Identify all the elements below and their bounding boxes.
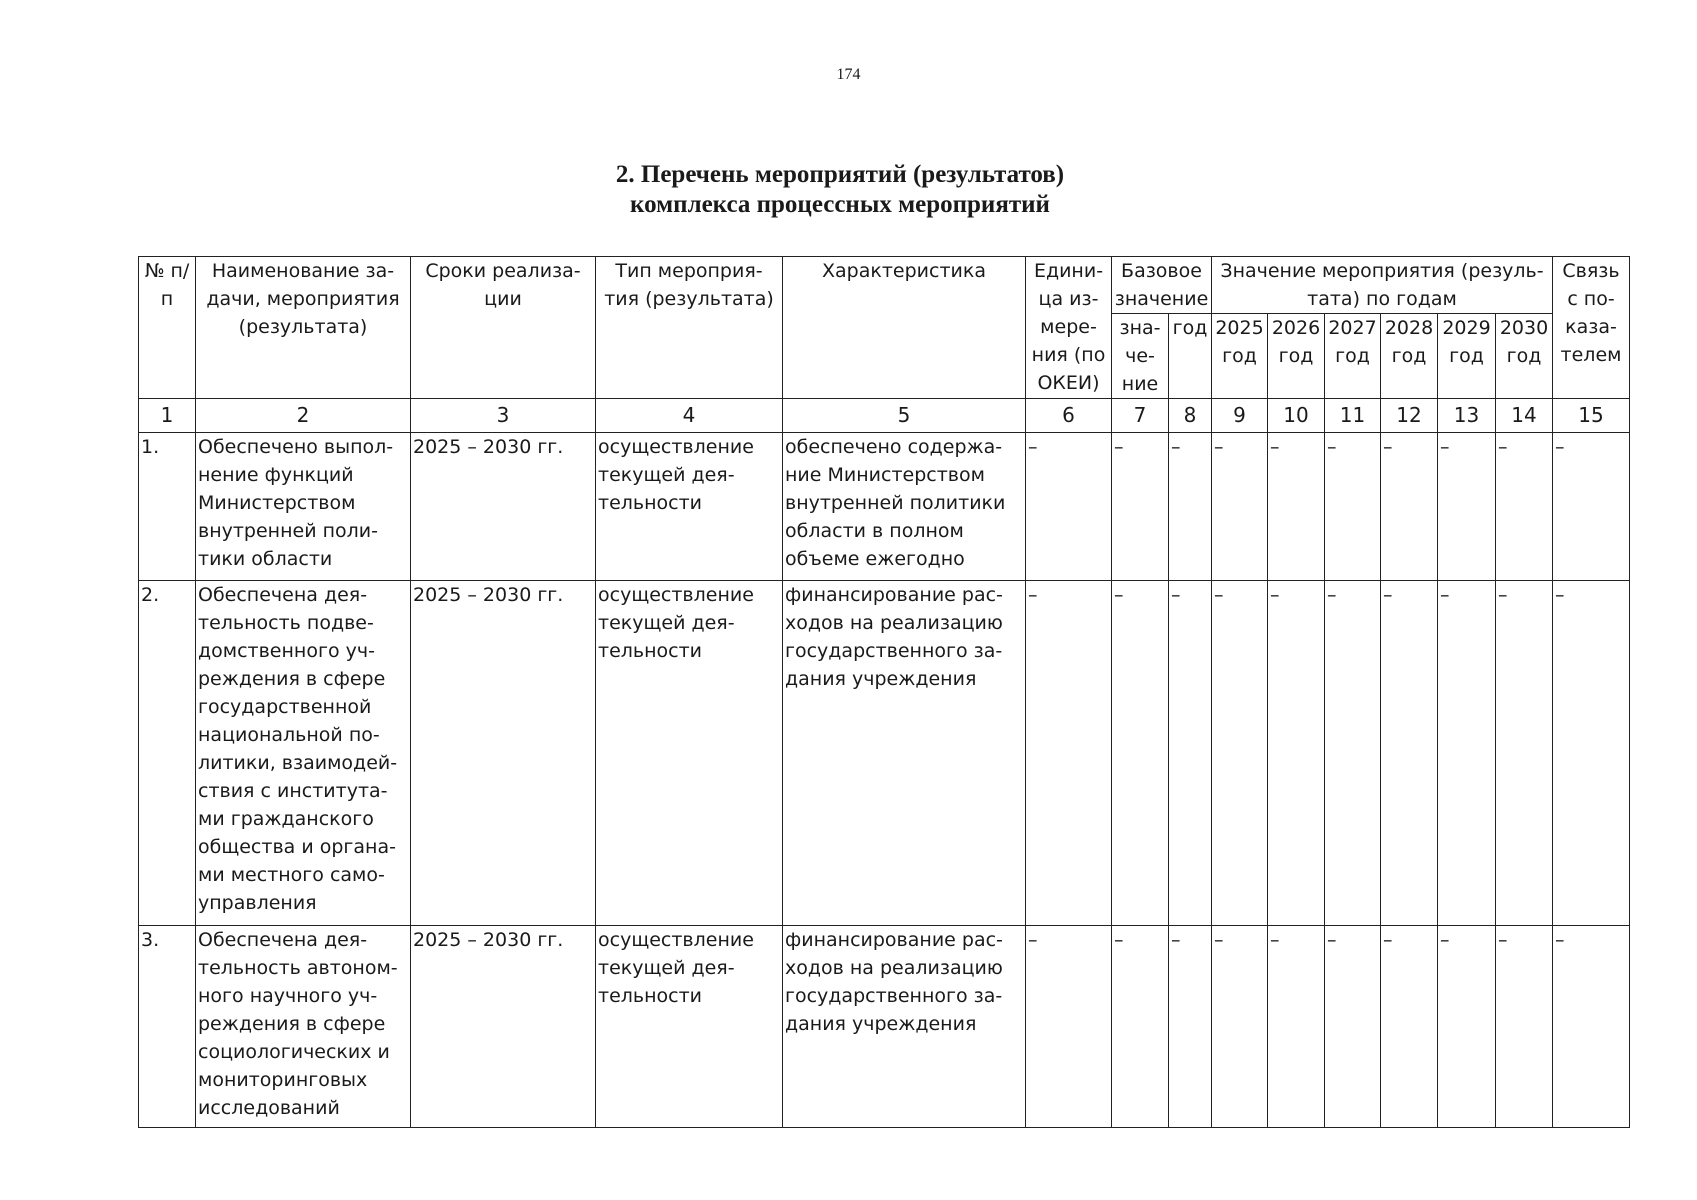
row-base-year: – bbox=[1169, 433, 1212, 581]
row-unit: – bbox=[1026, 926, 1112, 1128]
column-number: 7 bbox=[1112, 399, 1169, 433]
row-value-2030: – bbox=[1496, 926, 1553, 1128]
header-characteristic: Характеристика bbox=[783, 257, 1026, 399]
header-year-2025: 2025 год bbox=[1212, 314, 1268, 399]
header-unit: Едини- ца из- мере- ния (по ОКЕИ) bbox=[1026, 257, 1112, 399]
row-value-2029: – bbox=[1438, 581, 1496, 926]
row-base-value: – bbox=[1112, 581, 1169, 926]
row-characteristic: обеспечено содержа- ние Министерством внутренней политики области в полном объеме ежегодно bbox=[783, 433, 1026, 581]
header-link: Связь с по- каза- телем bbox=[1553, 257, 1630, 399]
header-row-1 bbox=[139, 257, 1630, 314]
row-unit: – bbox=[1026, 581, 1112, 926]
row-base-value: – bbox=[1112, 926, 1169, 1128]
header-year-2029: 2029 год bbox=[1438, 314, 1496, 399]
row-link: – bbox=[1553, 433, 1630, 581]
header-num: № п/п bbox=[139, 257, 196, 399]
row-base-year: – bbox=[1169, 581, 1212, 926]
row-unit: – bbox=[1026, 433, 1112, 581]
header-name: Наименование за- дачи, мероприятия (результата) bbox=[196, 257, 411, 399]
row-value-2026: – bbox=[1268, 581, 1325, 926]
row-value-2029: – bbox=[1438, 433, 1496, 581]
header-period: Сроки реализа- ции bbox=[411, 257, 596, 399]
row-value-2028: – bbox=[1381, 581, 1438, 926]
page-title bbox=[500, 160, 1180, 220]
row-base-value: – bbox=[1112, 433, 1169, 581]
title-line-2: комплекса процессных мероприятий bbox=[630, 191, 1050, 218]
page-number: 174 bbox=[836, 66, 861, 83]
row-num: 2. bbox=[139, 581, 196, 926]
column-number: 11 bbox=[1325, 399, 1381, 433]
header-type: Тип мероприя- тия (результата) bbox=[596, 257, 783, 399]
column-number: 13 bbox=[1438, 399, 1496, 433]
header-base: Базовое значение bbox=[1112, 257, 1212, 314]
header-year-2028: 2028 год bbox=[1381, 314, 1438, 399]
row-name: Обеспечено выпол- нение функций Министерством внутренней поли- тики области bbox=[196, 433, 411, 581]
column-number: 10 bbox=[1268, 399, 1325, 433]
column-number: 9 bbox=[1212, 399, 1268, 433]
header-year-2027: 2027 год bbox=[1325, 314, 1381, 399]
row-name: Обеспечена дея- тельность автоном- ного научного уч- реждения в сфере социологических и мониторинговых исследований bbox=[196, 926, 411, 1128]
row-value-2025: – bbox=[1212, 581, 1268, 926]
row-value-2028: – bbox=[1381, 926, 1438, 1128]
header-year-2026: 2026 год bbox=[1268, 314, 1325, 399]
column-number: 1 bbox=[139, 399, 196, 433]
row-value-2029: – bbox=[1438, 926, 1496, 1128]
events-table bbox=[138, 256, 1630, 1128]
column-number: 8 bbox=[1169, 399, 1212, 433]
row-value-2030: – bbox=[1496, 581, 1553, 926]
column-number: 5 bbox=[783, 399, 1026, 433]
column-number: 4 bbox=[596, 399, 783, 433]
row-type: осуществление текущей дея- тельности bbox=[596, 926, 783, 1128]
column-number: 14 bbox=[1496, 399, 1553, 433]
row-base-year: – bbox=[1169, 926, 1212, 1128]
column-number: 6 bbox=[1026, 399, 1112, 433]
row-value-2030: – bbox=[1496, 433, 1553, 581]
row-characteristic: финансирование рас- ходов на реализацию государственного за- дания учреждения bbox=[783, 581, 1026, 926]
row-type: осуществление текущей дея- тельности bbox=[596, 433, 783, 581]
row-value-2025: – bbox=[1212, 433, 1268, 581]
row-link: – bbox=[1553, 926, 1630, 1128]
row-num: 3. bbox=[139, 926, 196, 1128]
row-value-2027: – bbox=[1325, 433, 1381, 581]
row-value-2027: – bbox=[1325, 581, 1381, 926]
header-year-2030: 2030 год bbox=[1496, 314, 1553, 399]
row-characteristic: финансирование рас- ходов на реализацию государственного за- дания учреждения bbox=[783, 926, 1026, 1128]
column-numbers-row bbox=[139, 399, 1630, 433]
column-number: 2 bbox=[196, 399, 411, 433]
row-value-2026: – bbox=[1268, 433, 1325, 581]
row-period: 2025 – 2030 гг. bbox=[411, 433, 596, 581]
column-number: 12 bbox=[1381, 399, 1438, 433]
title-line-1: 2. Перечень мероприятий (результатов) bbox=[615, 161, 1065, 188]
row-name: Обеспечена дея- тельность подве- домственного уч- реждения в сфере государственной национальной по- литики, взаимодей- ствия с института- ми гражданского общества и органа- ми местного само- управления bbox=[196, 581, 411, 926]
table-row bbox=[139, 433, 1630, 581]
column-number: 15 bbox=[1553, 399, 1630, 433]
row-period: 2025 – 2030 гг. bbox=[411, 581, 596, 926]
table-row bbox=[139, 926, 1630, 1128]
row-value-2027: – bbox=[1325, 926, 1381, 1128]
table-row bbox=[139, 581, 1630, 926]
row-value-2028: – bbox=[1381, 433, 1438, 581]
row-value-2026: – bbox=[1268, 926, 1325, 1128]
row-type: осуществление текущей дея- тельности bbox=[596, 581, 783, 926]
row-value-2025: – bbox=[1212, 926, 1268, 1128]
row-period: 2025 – 2030 гг. bbox=[411, 926, 596, 1128]
row-num: 1. bbox=[139, 433, 196, 581]
column-number: 3 bbox=[411, 399, 596, 433]
header-base-value: зна- че- ние bbox=[1112, 314, 1169, 399]
header-base-year: год bbox=[1169, 314, 1212, 399]
row-link: – bbox=[1553, 581, 1630, 926]
header-values-group: Значение мероприятия (резуль- тата) по годам bbox=[1212, 257, 1553, 314]
